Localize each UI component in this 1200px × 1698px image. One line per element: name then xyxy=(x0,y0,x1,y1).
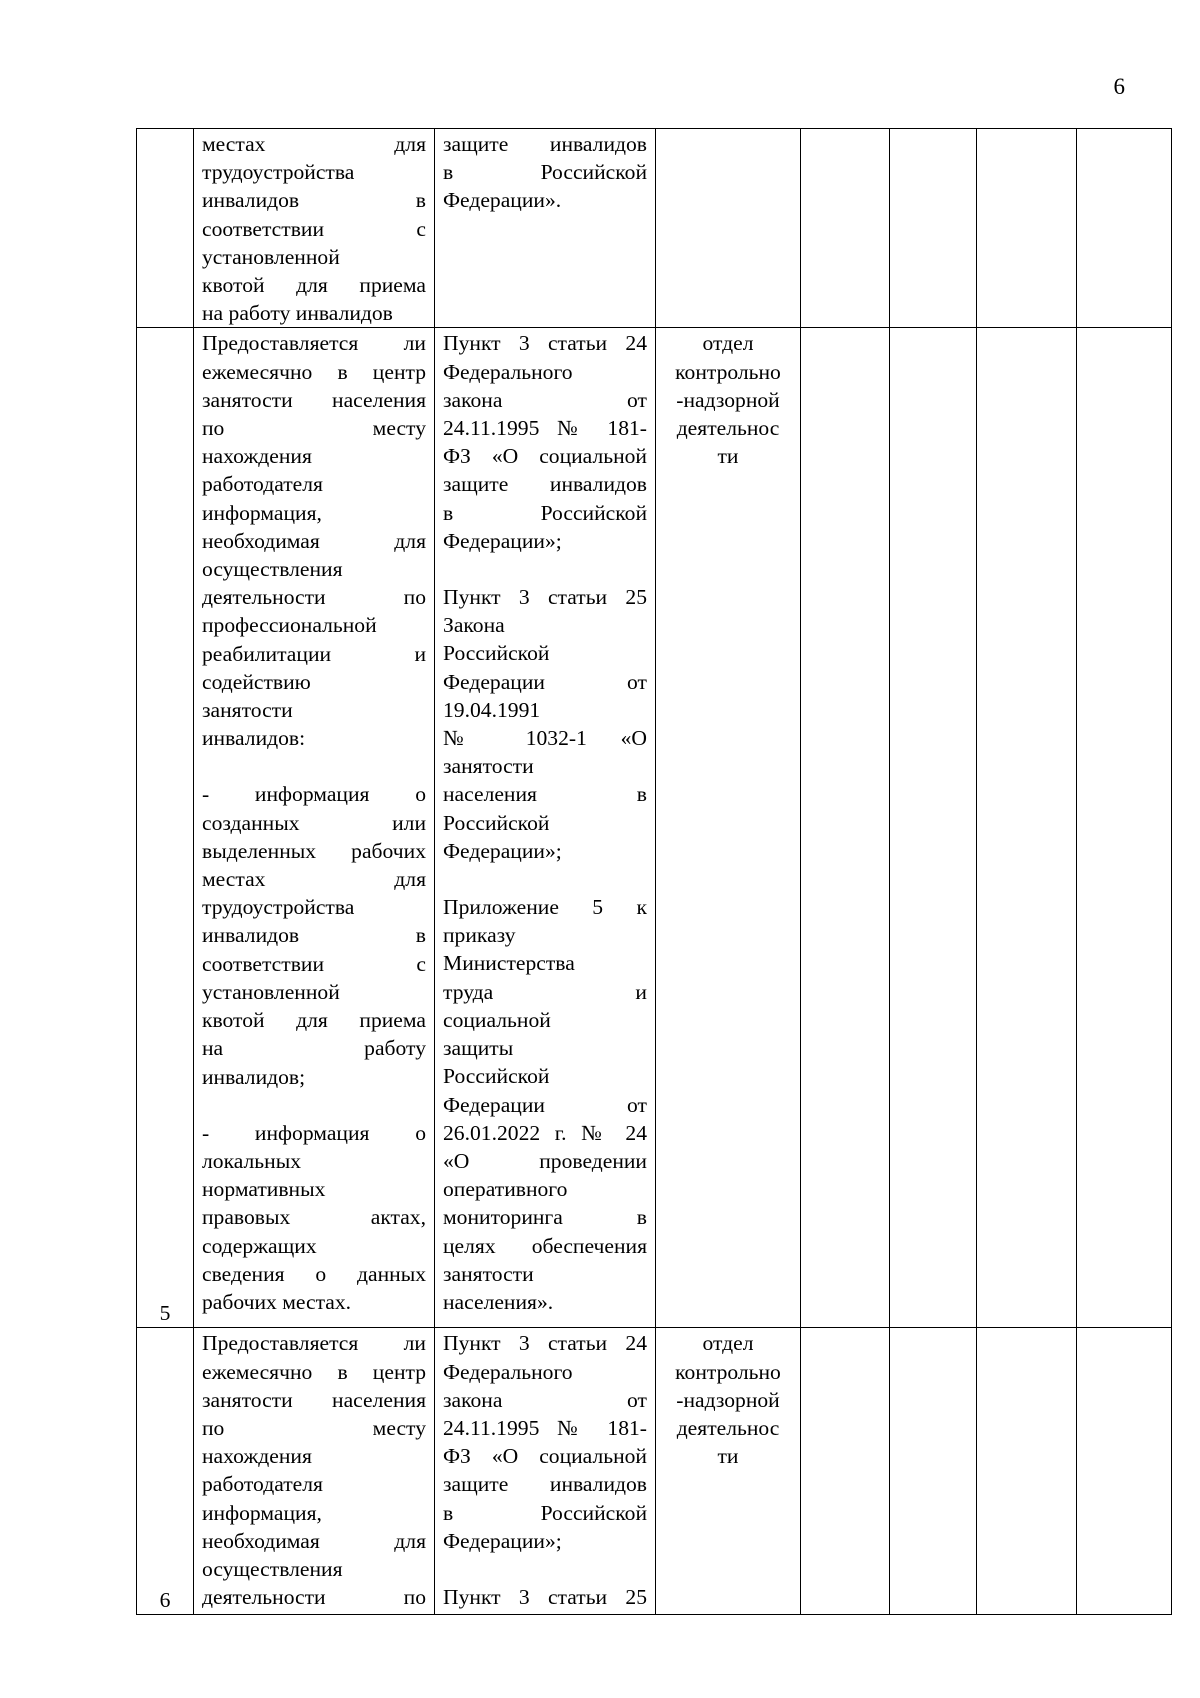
question-text-line: местах для xyxy=(202,132,426,156)
responsible-dept-line: деятельнос xyxy=(676,1416,780,1441)
question-text-line: содействию xyxy=(202,669,311,694)
legal-basis-line: 19.04.1991 xyxy=(443,697,541,722)
table-row xyxy=(137,129,1172,328)
responsible-dept-line: контрольно xyxy=(675,1359,781,1384)
question-text-line: осуществления xyxy=(202,557,343,582)
question-text-line: профессиональной xyxy=(202,613,377,638)
legal-basis-line: защите инвалидов xyxy=(443,1472,647,1497)
legal-basis-line: защите инвалидов xyxy=(443,472,647,497)
question-text-line: инвалидов: xyxy=(202,726,306,751)
legal-basis-line: Министерства xyxy=(443,951,575,976)
legal-basis-line: Федерации». xyxy=(443,188,562,213)
legal-basis-line: населения в xyxy=(443,782,647,807)
legal-basis-line: Федерального xyxy=(443,1359,573,1384)
legal-basis-line: ФЗ «О социальной xyxy=(443,1444,647,1469)
question-text-line: выделенных рабочих xyxy=(202,838,426,863)
legal-basis-line: ФЗ «О социальной xyxy=(443,444,647,469)
empty-cell xyxy=(977,328,1077,1328)
responsible-dept-cell xyxy=(656,328,801,1328)
empty-cell xyxy=(801,328,890,1328)
responsible-dept-line: ти xyxy=(717,1444,739,1469)
question-text-line: работодателя xyxy=(202,1472,323,1497)
paragraph-gap xyxy=(443,1555,647,1583)
legal-basis-line: в Российской xyxy=(443,160,647,185)
question-text-cell xyxy=(194,129,435,328)
question-text-line: соответствии с xyxy=(202,951,426,976)
legal-basis-line: защиты xyxy=(443,1036,514,1061)
paragraph-gap xyxy=(443,865,647,893)
legal-basis-line: 24.11.1995 № 181- xyxy=(443,416,647,441)
question-text-line: локальных xyxy=(202,1148,301,1173)
legal-basis-line: Федерации»; xyxy=(443,838,562,863)
legal-basis-line: Пункт 3 статьи 24 xyxy=(443,1331,647,1356)
question-text-line: квотой для приема xyxy=(202,273,426,298)
question-text-line: созданных или xyxy=(202,810,426,835)
legal-basis-line: Пункт 3 статьи 25 xyxy=(443,1585,647,1610)
question-text-line: сведения о данных xyxy=(202,1261,426,1286)
legal-basis-line: в Российской xyxy=(443,1500,647,1525)
question-text-line: занятости населения xyxy=(202,387,426,412)
question-text-line: ежемесячно в центр xyxy=(202,1359,426,1384)
responsible-dept-line: деятельнос xyxy=(676,416,780,441)
legal-basis-line: занятости xyxy=(443,754,534,779)
legal-basis-line: «О проведении xyxy=(443,1148,647,1173)
legal-basis-line: Федерации от xyxy=(443,669,647,694)
question-text-line: работодателя xyxy=(202,472,323,497)
legal-basis-line: целях обеспечения xyxy=(443,1233,647,1258)
legal-basis-line: занятости xyxy=(443,1261,534,1286)
question-text-line: ежемесячно в центр xyxy=(202,359,426,384)
question-text-line: соответствии с xyxy=(202,216,426,241)
question-text-line: занятости населения xyxy=(202,1387,426,1412)
question-text-line: квотой для приема xyxy=(202,1008,426,1033)
legal-basis-line: Российской xyxy=(443,810,550,835)
paragraph-gap xyxy=(443,555,647,583)
legal-basis-line: № 1032-1 «О xyxy=(443,726,647,751)
question-text-line: необходимая для xyxy=(202,528,426,553)
responsible-dept-line: ти xyxy=(717,444,739,469)
row-number-cell xyxy=(137,129,194,328)
question-text-line: - информация о xyxy=(202,1120,426,1145)
question-text-line: нахождения xyxy=(202,444,312,469)
legal-basis-line: Российской xyxy=(443,641,550,666)
question-text-line: реабилитации и xyxy=(202,641,426,666)
responsible-dept-cell xyxy=(656,129,801,328)
question-text-line: инвалидов в xyxy=(202,188,426,213)
page-number: 6 xyxy=(1113,74,1125,99)
legal-basis-line: приказу xyxy=(443,923,516,948)
question-text-line: на работу xyxy=(202,1036,426,1061)
legal-basis-line: Пункт 3 статьи 25 xyxy=(443,585,647,610)
question-text-line: занятости xyxy=(202,698,293,723)
question-text-line: местах для xyxy=(202,867,426,892)
legal-basis-line: 24.11.1995 № 181- xyxy=(443,1416,647,1441)
empty-cell xyxy=(977,129,1077,328)
legal-basis-line: Закона xyxy=(443,613,505,638)
question-text-line: правовых актах, xyxy=(202,1205,426,1230)
question-text-line: установленной xyxy=(202,979,340,1004)
paragraph-gap xyxy=(202,1091,426,1119)
legal-basis-cell xyxy=(435,328,656,1328)
empty-cell xyxy=(890,129,977,328)
table-row xyxy=(137,1328,1172,1615)
legal-basis-line: закона от xyxy=(443,387,647,412)
legal-basis-line: труда и xyxy=(443,979,647,1004)
legal-basis-line: мониторинга в xyxy=(443,1205,647,1230)
legal-basis-line: Федерации от xyxy=(443,1092,647,1117)
question-text-line: осуществления xyxy=(202,1557,343,1582)
responsible-dept-line: -надзорной xyxy=(676,387,780,412)
empty-cell xyxy=(1077,1328,1172,1615)
legal-basis-line: Приложение 5 к xyxy=(443,895,647,920)
checklist-table xyxy=(136,128,1172,1615)
empty-cell xyxy=(1077,328,1172,1328)
question-text-line: необходимая для xyxy=(202,1528,426,1553)
legal-basis-line: закона от xyxy=(443,1387,647,1412)
question-text-line: информация, xyxy=(202,500,322,525)
legal-basis-cell xyxy=(435,129,656,328)
legal-basis-line: населения». xyxy=(443,1289,554,1314)
question-text-line: содержащих xyxy=(202,1233,317,1258)
legal-basis-line: защите инвалидов xyxy=(443,132,647,156)
legal-basis-line: 26.01.2022 г. № 24 xyxy=(443,1120,647,1145)
table-row xyxy=(137,328,1172,1328)
question-text-line: рабочих местах. xyxy=(202,1289,352,1314)
legal-basis-cell xyxy=(435,1328,656,1615)
row-number: 6 xyxy=(159,1588,171,1613)
question-text-line: трудоустройства xyxy=(202,895,355,920)
empty-cell xyxy=(890,1328,977,1615)
legal-basis-line: Федерации»; xyxy=(443,528,562,553)
question-text-line: на работу инвалидов xyxy=(202,301,393,326)
question-text-line: трудоустройства xyxy=(202,160,355,185)
question-text-line: деятельности по xyxy=(202,1585,426,1610)
responsible-dept-line: -надзорной xyxy=(676,1387,780,1412)
paragraph-gap xyxy=(202,752,426,780)
empty-cell xyxy=(801,129,890,328)
table-body xyxy=(137,129,1172,1615)
empty-cell xyxy=(977,1328,1077,1615)
question-text-line: установленной xyxy=(202,244,340,269)
question-text-line: Предоставляется ли xyxy=(202,331,426,356)
row-number-cell xyxy=(137,328,194,1328)
row-number-cell xyxy=(137,1328,194,1615)
empty-cell xyxy=(1077,129,1172,328)
question-text-line: Предоставляется ли xyxy=(202,1331,426,1356)
legal-basis-line: Федерального xyxy=(443,359,573,384)
question-text-line: нормативных xyxy=(202,1177,326,1202)
question-text-line: - информация о xyxy=(202,782,426,807)
question-text-line: информация, xyxy=(202,1500,322,1525)
empty-cell xyxy=(890,328,977,1328)
question-text-line: инвалидов в xyxy=(202,923,426,948)
question-text-line: деятельности по xyxy=(202,585,426,610)
question-text-line: нахождения xyxy=(202,1444,312,1469)
responsible-dept-line: контрольно xyxy=(675,359,781,384)
question-text-line: инвалидов; xyxy=(202,1064,306,1089)
row-number: 5 xyxy=(159,1301,171,1326)
responsible-dept-cell xyxy=(656,1328,801,1615)
question-text-cell xyxy=(194,328,435,1328)
responsible-dept-line: отдел xyxy=(702,331,754,356)
legal-basis-line: Федерации»; xyxy=(443,1528,562,1553)
question-text-line: по месту xyxy=(202,1416,426,1441)
legal-basis-line: социальной xyxy=(443,1007,551,1032)
legal-basis-line: в Российской xyxy=(443,500,647,525)
legal-basis-line: Пункт 3 статьи 24 xyxy=(443,331,647,356)
legal-basis-line: оперативного xyxy=(443,1177,568,1202)
responsible-dept-line: отдел xyxy=(702,1331,754,1356)
question-text-line: по месту xyxy=(202,416,426,441)
question-text-cell xyxy=(194,1328,435,1615)
empty-cell xyxy=(801,1328,890,1615)
legal-basis-line: Российской xyxy=(443,1064,550,1089)
